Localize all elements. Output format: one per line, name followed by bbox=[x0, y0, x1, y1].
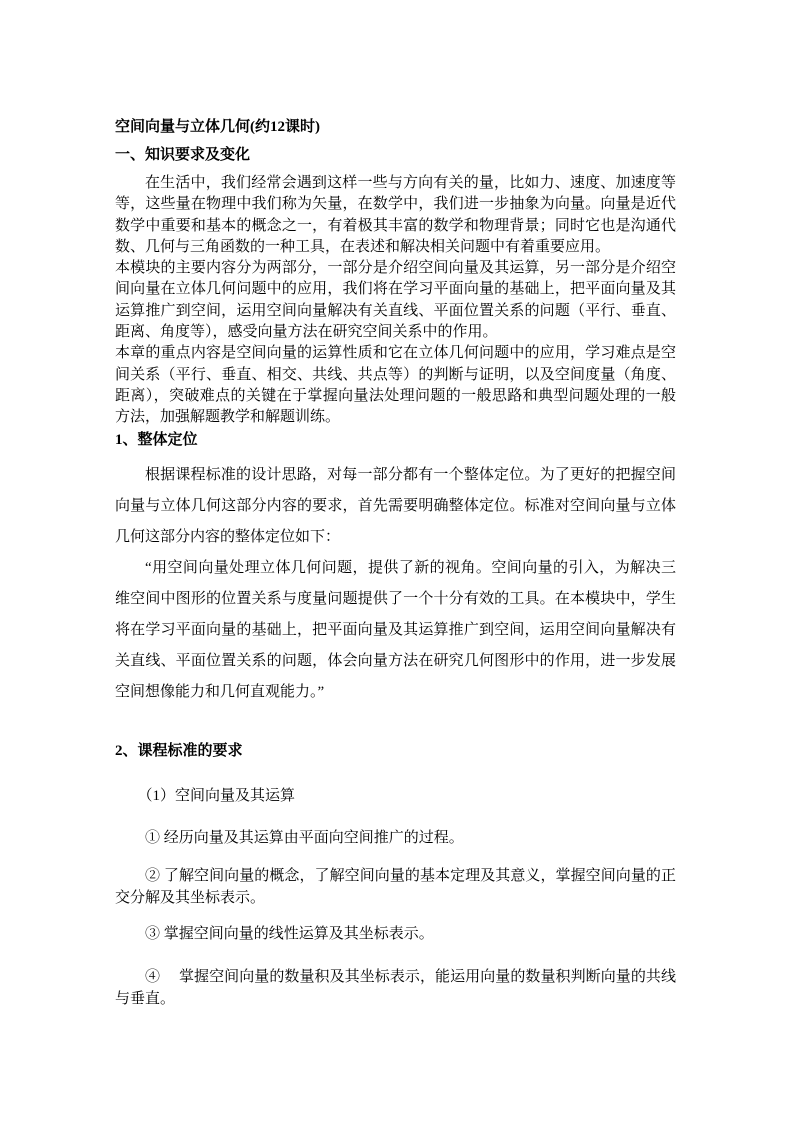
list-item-1: ① 经历向量及其运算由平面向空间推广的过程。 bbox=[145, 829, 464, 846]
list-item-3: ③ 掌握空间向量的线性运算及其坐标表示。 bbox=[145, 925, 434, 942]
heading-knowledge-requirements: 一、知识要求及变化 bbox=[115, 147, 251, 163]
paragraph-intro-vectors: 在生活中，我们经常会遇到这样一些与方向有关的量，比如力、速度、加速度等等，这些量在物理中我们称为矢量，在数学中，我们进一步抽象为向量。向量是近代数学中重要和基本的概念之一，有着极其丰富的数学和物理背景；同时它也是沟通代数、几何与三角函数的一种工具，在表述和解决相关问题中有着重要应用。 bbox=[115, 175, 676, 255]
subheading-space-vectors-and-operations: （1）空间向量及其运算 bbox=[137, 787, 296, 804]
paragraph-key-difficult-points: 本章的重点内容是空间向量的运算性质和它在立体几何问题中的应用，学习难点是空间关系（平行、垂直、相交、共线、共点等）的判断与证明，以及空间度量（角度、距离），突破难点的关键在于掌握向量法处理问题的一般思路和典型问题处理的一般方法，加强解题教学和解题训练。 bbox=[115, 345, 676, 426]
paragraph-positioning-intro: 根据课程标准的设计思路，对每一部分都有一个整体定位。为了更好的把握空间向量与立体几何这部分内容的要求，首先需要明确整体定位。标准对空间向量与立体几何这部分内容的整体定位如下： bbox=[115, 466, 676, 545]
heading-overall-positioning: 1、整体定位 bbox=[115, 431, 198, 448]
paragraph-module-content: 本模块的主要内容分为两部分，一部分是介绍空间向量及其运算，另一部分是介绍空间向量在立体几何问题中的应用，我们将在学习平面向量的基础上，把平面向量及其运算推广到空间，运用空间向量解决有关直线、平面位置关系的问题（平行、垂直、距离、角度等），感受向量方法在研究空间关系中的作用。 bbox=[115, 260, 676, 341]
list-item-2: ② 了解空间向量的概念，了解空间向量的基本定理及其意义，掌握空间向量的正交分解及其坐标表示。 bbox=[115, 867, 676, 906]
list-item-4: ④ 掌握空间向量的数量积及其坐标表示，能运用向量的数量积判断向量的共线与垂直。 bbox=[115, 968, 676, 1007]
doc-title: 空间向量与立体几何(约12课时) bbox=[115, 119, 320, 135]
heading-curriculum-standard-requirements: 2、课程标准的要求 bbox=[115, 742, 243, 759]
paragraph-standard-quote: “用空间向量处理立体几何问题，提供了新的视角。空间向量的引入，为解决三维空间中图形的位置关系与度量问题提供了一个十分有效的工具。在本模块中，学生将在学习平面向量的基础上，把平面向量及其运算推广到空间，运用空间向量解决有关直线、平面位置关系的问题，体会向量方法在研究几何图形中的作用，进一步发展空间想像能力和几何直观能力。” bbox=[115, 559, 676, 700]
